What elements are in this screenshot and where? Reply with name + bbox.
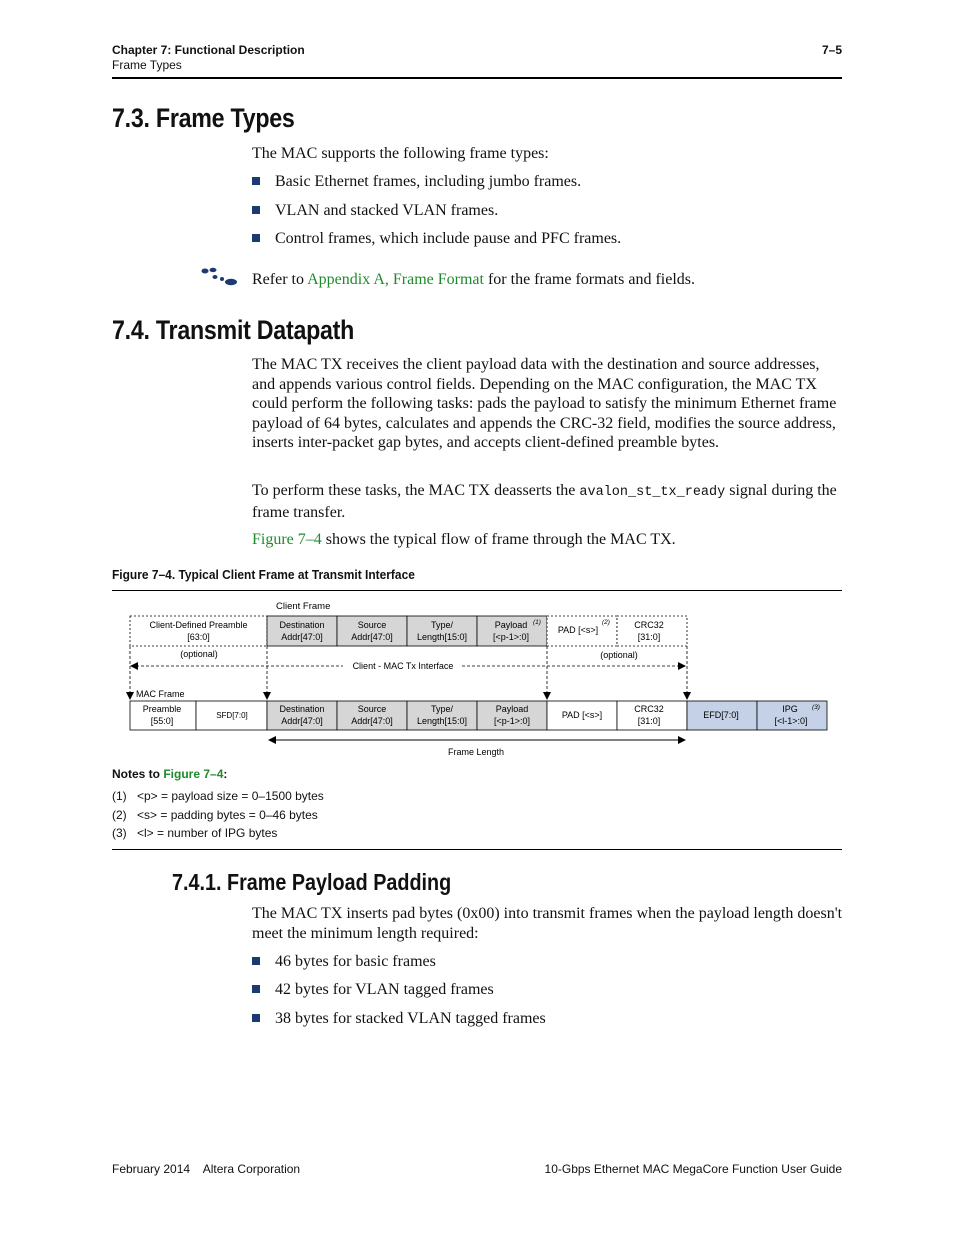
mac-source-label: Source <box>357 704 387 714</box>
mac-payload-label: Payload <box>495 704 529 714</box>
header-rule <box>112 77 842 79</box>
bullet-icon <box>252 177 260 185</box>
figure-notes-heading: Notes to Figure 7–4: <box>112 767 228 781</box>
bullet-icon <box>252 234 260 242</box>
transmit-datapath-paragraph: The MAC TX receives the client payload data with the destination and source addresses, and appends various control fields. Depending on the MAC configuration, the MAC TX could perform the following tasks: pads the payload to satisfy the minimum Ethernet frame payload of 64 bytes, calculates and appends the CRC-32 field, modifies the source address, inserts inter-packet gap bytes, and accepts client-defined preamble bytes. <box>252 356 837 452</box>
list-item: 46 bytes for basic frames <box>252 953 436 971</box>
mac-ipg-label: IPG <box>782 704 798 714</box>
client-preamble-bits: [63:0] <box>187 632 210 642</box>
optional-label-preamble: (optional) <box>180 649 218 659</box>
appendix-a-link[interactable]: Appendix A, Frame Format <box>307 271 484 288</box>
client-payload-label: Payload <box>494 620 528 630</box>
client-crc-label: CRC32 <box>634 620 664 630</box>
client-frame-label: Client Frame <box>276 601 331 612</box>
client-crc-bits: [31:0] <box>637 632 661 642</box>
interface-label: Client - MAC Tx Interface <box>352 661 454 671</box>
client-payload-note-ref: (1) <box>533 619 541 626</box>
payload-padding-paragraph: The MAC TX inserts pad bytes (0x00) into transmit frames when the payload length doesn't meet the minimum length required: <box>252 905 843 942</box>
client-type-label: Type/ <box>430 620 454 630</box>
footprint-note-icon <box>200 267 240 294</box>
frame-types-intro: The MAC supports the following frame types: <box>252 145 549 162</box>
page-number: 7–5 <box>821 43 842 57</box>
client-destination-bits: Addr[47:0] <box>281 632 323 642</box>
mac-crc-label: CRC32 <box>634 704 664 714</box>
mac-sfd-label: SFD[7:0] <box>216 711 248 720</box>
section-heading-frame-types: 7.3. Frame Types <box>112 103 295 133</box>
frame-length-label: Frame Length <box>447 747 505 757</box>
list-item: Basic Ethernet frames, including jumbo frames. <box>252 173 581 191</box>
bullet-icon <box>252 206 260 214</box>
footer-date-company: February 2014 Altera Corporation <box>112 1162 301 1176</box>
mac-crc-bits: [31:0] <box>637 716 661 726</box>
mac-efd-label: EFD[7:0] <box>703 710 739 720</box>
client-type-bits: Length[15:0] <box>416 632 468 642</box>
running-section-title: Frame Types <box>112 58 182 72</box>
tx-ready-paragraph: To perform these tasks, the MAC TX deasserts the avalon_st_tx_ready signal during the frame transfer. <box>252 482 837 521</box>
mac-type-bits: Length[15:0] <box>416 716 468 726</box>
list-item: VLAN and stacked VLAN frames. <box>252 202 498 220</box>
client-source-bits: Addr[47:0] <box>351 632 393 642</box>
figure-note: (1) <p> = payload size = 0–1500 bytes <box>112 789 324 803</box>
list-item: 42 bytes for VLAN tagged frames <box>252 981 494 999</box>
mac-type-label: Type/ <box>430 704 454 714</box>
frame-diagram <box>0 595 954 765</box>
figure-top-rule <box>112 590 842 591</box>
mac-frame-boxes <box>130 701 827 730</box>
client-pad-note-ref: (2) <box>602 619 610 626</box>
mac-destination-label: Destination <box>279 704 325 714</box>
mac-preamble-label: Preamble <box>142 704 182 714</box>
mac-source-bits: Addr[47:0] <box>351 716 393 726</box>
bullet-icon <box>252 957 260 965</box>
client-source-label: Source <box>357 620 387 630</box>
client-preamble-label: Client-Defined Preamble <box>149 620 248 630</box>
optional-label-pad-crc: (optional) <box>600 650 638 660</box>
figure-bottom-rule <box>112 849 842 850</box>
client-frame-boxes <box>130 616 687 646</box>
footer-document-title: 10-Gbps Ethernet MAC MegaCore Function User Guide <box>544 1162 842 1176</box>
mac-pad-label: PAD [<s>] <box>561 710 603 720</box>
figure-7-4-notes-link[interactable]: Figure 7–4 <box>163 767 224 781</box>
figure-reference-paragraph: Figure 7–4 shows the typical flow of frame through the MAC TX. <box>252 531 676 548</box>
frame-format-reference: Refer to Appendix A, Frame Format for the frame formats and fields. <box>252 271 695 288</box>
figure-note: (2) <s> = padding bytes = 0–46 bytes <box>112 808 318 822</box>
section-heading-transmit-datapath: 7.4. Transmit Datapath <box>112 315 355 345</box>
mac-destination-bits: Addr[47:0] <box>281 716 323 726</box>
client-destination-label: Destination <box>279 620 325 630</box>
signal-name-code: avalon_st_tx_ready <box>579 485 726 500</box>
figure-note: (3) <l> = number of IPG bytes <box>112 826 278 840</box>
section-heading-payload-padding: 7.4.1. Frame Payload Padding <box>172 869 452 895</box>
mac-ipg-note-ref: (3) <box>812 704 820 711</box>
mac-frame-label: MAC Frame <box>136 689 185 699</box>
list-item: 38 bytes for stacked VLAN tagged frames <box>252 1010 546 1028</box>
chapter-title: Chapter 7: Functional Description <box>112 43 305 57</box>
list-item: Control frames, which include pause and PFC frames. <box>252 230 621 248</box>
client-payload-bits: [<p-1>:0] <box>492 632 530 642</box>
mac-payload-bits: [<p-1>:0] <box>493 716 531 726</box>
bullet-icon <box>252 1014 260 1022</box>
bullet-icon <box>252 985 260 993</box>
client-pad-label: PAD [<s>] <box>557 625 599 635</box>
figure-7-4-link[interactable]: Figure 7–4 <box>252 531 322 548</box>
mac-ipg-bits: [<l-1>:0] <box>774 716 808 726</box>
mac-preamble-bits: [55:0] <box>150 716 174 726</box>
figure-title: Figure 7–4. Typical Client Frame at Transmit Interface <box>112 567 415 582</box>
